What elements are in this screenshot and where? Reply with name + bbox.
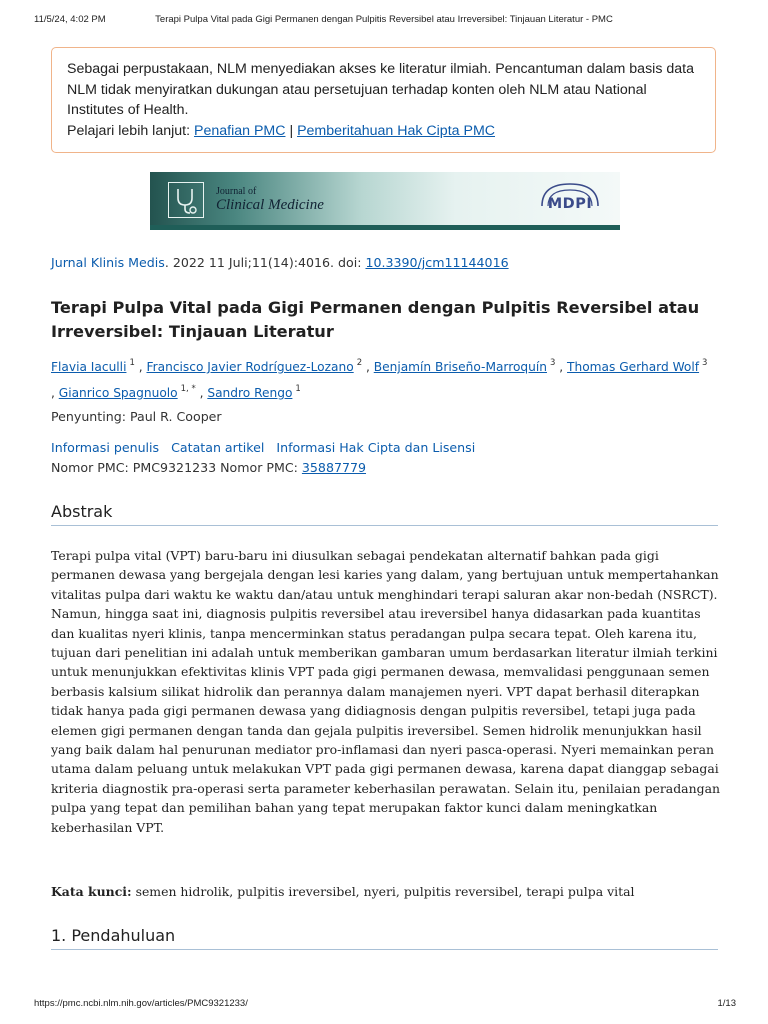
author-affiliation[interactable]: 3 bbox=[702, 358, 708, 368]
introduction-heading: 1. Pendahuluan bbox=[51, 926, 718, 950]
journal-abbrev[interactable]: Jurnal Klinis Medis bbox=[51, 255, 165, 270]
author-list: Flavia Iaculli $^1$ , Francisco Javier Rodríguez-Lozano $^2$ , Benjamín Briseño-Marroquín $^3$ , Thomas Gerhard Wolf $^3$ , Gianrico Spagnuolo $^{1, *}$ , Sandro Rengo $^1$ bbox=[51, 358, 708, 400]
citation-line bbox=[51, 255, 509, 270]
doi-link[interactable]: 10.3390/jcm11144016 bbox=[365, 255, 509, 270]
banner-stripe bbox=[150, 225, 620, 230]
pmc-copyright-link[interactable]: Pemberitahuan Hak Cipta PMC bbox=[297, 122, 496, 139]
pmc-disclaimer-link[interactable]: Penafian PMC bbox=[194, 122, 286, 139]
author-link[interactable]: Thomas Gerhard Wolf bbox=[567, 360, 700, 374]
editor-line: Penyunting: Paul R. Cooper bbox=[51, 409, 222, 424]
learn-more-label: Pelajari lebih lanjut: bbox=[67, 122, 191, 139]
journal-of-label: Journal of bbox=[216, 186, 257, 197]
abstract-heading: Abstrak bbox=[51, 502, 718, 526]
link-separator: | bbox=[289, 122, 294, 139]
journal-banner[interactable] bbox=[150, 172, 620, 230]
author-link[interactable]: Gianrico Spagnuolo bbox=[58, 386, 178, 400]
abstract-body: Terapi pulpa vital (VPT) baru-baru ini diusulkan sebagai pendekatan alternatif bahkan pada gigi permanen dewasa yang bergejala dengan lesi karies yang dalam, yang bertujuan untuk mempertahankan vitalitas pulpa dari waktu ke waktu dan/atau untuk menghindari terapi saluran akar non-bedah (NSRCT). Namun, hingga saat ini, diagnosis pulpitis reversibel atau ireversibel hanya didasarkan pada kuantitas dan kualitas nyeri klinis, tanpa mencerminkan status peradangan pulpa secara tepat. Oleh karena itu, tujuan dari penelitian ini adalah untuk memberikan gambaran umum berdasarkan literatur ilmiah terkini untuk menunjukkan efektivitas klinis VPT pada gigi permanen dewasa, memvalidasi penggunaan semen berbasis kalsium silikat hidrolik dan perannya dalam manajemen nyeri. VPT dapat berhasil diterapkan tidak hanya pada gigi permanen dewasa yang didiagnosis dengan pulpitis reversibel, tetapi juga pada elemen gigi permanen dengan tanda dan gejala pulpitis ireversibel. Semen hidrolik menunjukkan hasil yang baik dalam hal penurunan mediator pro-inflamasi dan nyeri pasca-operasi. Nyeri memainkan peran utama dalam peluang untuk melakukan VPT pada gigi permanen dewasa, karena dapat dianggap sebagai kriteria diagnostik pra-operasi serta parameter keberhasilan perawatan. Selain itu, penilaian peradangan pulpa yang tepat dan pemilihan bahan yang tepat merupakan faktor kunci dalam meningkatkan keberhasilan VPT. bbox=[51, 548, 720, 835]
notice-learn-more bbox=[67, 121, 700, 142]
author-link[interactable]: Flavia Iaculli bbox=[51, 360, 127, 374]
journal-name: Clinical Medicine bbox=[216, 197, 324, 213]
print-page-number: 1/13 bbox=[717, 998, 736, 1009]
print-title: Terapi Pulpa Vital pada Gigi Permanen dengan Pulpitis Reversibel atau Irreversibel: Tinjauan Literatur - PMC bbox=[155, 14, 613, 25]
keywords-list: semen hidrolik, pulpitis ireversibel, nyeri, pulpitis reversibel, terapi pulpa vital bbox=[131, 884, 635, 899]
print-timestamp: 11/5/24, 4:02 PM bbox=[34, 14, 106, 25]
author-info-link[interactable]: Informasi penulis bbox=[51, 440, 160, 455]
author-affiliation[interactable]: 1 bbox=[129, 358, 135, 368]
author-link[interactable]: Sandro Rengo bbox=[207, 386, 293, 400]
nlm-notice-box bbox=[51, 47, 716, 153]
pmid-link[interactable]: 35887779 bbox=[301, 460, 367, 475]
citation-details: . 2022 11 Juli;11(14):4016. doi: bbox=[164, 255, 366, 270]
publisher-name: MDPI bbox=[547, 196, 593, 212]
copyright-license-link[interactable]: Informasi Hak Cipta dan Lisensi bbox=[276, 440, 476, 455]
stethoscope-icon bbox=[168, 182, 204, 218]
article-info-links bbox=[51, 440, 483, 455]
notice-text: Sebagai perpustakaan, NLM menyediakan akses ke literatur ilmiah. Pencantuman dalam basis data NLM tidak menyiratkan dukungan atau persetujuan terhadap konten oleh NLM atau National Institutes of Health. bbox=[67, 61, 694, 118]
author-affiliation[interactable]: 2 bbox=[356, 358, 363, 368]
article-title: Terapi Pulpa Vital pada Gigi Permanen dengan Pulpitis Reversibel atau Irreversibel: Tinjauan Literatur bbox=[51, 298, 700, 341]
pmc-ids bbox=[51, 460, 366, 475]
pmc-id-text: Nomor PMC: PMC9321233 Nomor PMC: bbox=[51, 460, 302, 475]
author-link[interactable]: Francisco Javier Rodríguez-Lozano bbox=[146, 360, 354, 374]
keywords-line bbox=[51, 884, 721, 899]
mdpi-logo bbox=[538, 180, 602, 222]
keywords-label: Kata kunci: bbox=[51, 884, 132, 899]
author-affiliation[interactable]: 3 bbox=[550, 358, 556, 368]
print-url: https://pmc.ncbi.nlm.nih.gov/articles/PMC9321233/ bbox=[34, 998, 248, 1009]
author-link[interactable]: Benjamín Briseño-Marroquín bbox=[373, 360, 547, 374]
author-affiliation[interactable]: 1 bbox=[295, 384, 301, 394]
print-header bbox=[0, 14, 768, 28]
article-notes-link[interactable]: Catatan artikel bbox=[171, 440, 265, 455]
author-affiliation[interactable]: 1, * bbox=[180, 384, 196, 394]
